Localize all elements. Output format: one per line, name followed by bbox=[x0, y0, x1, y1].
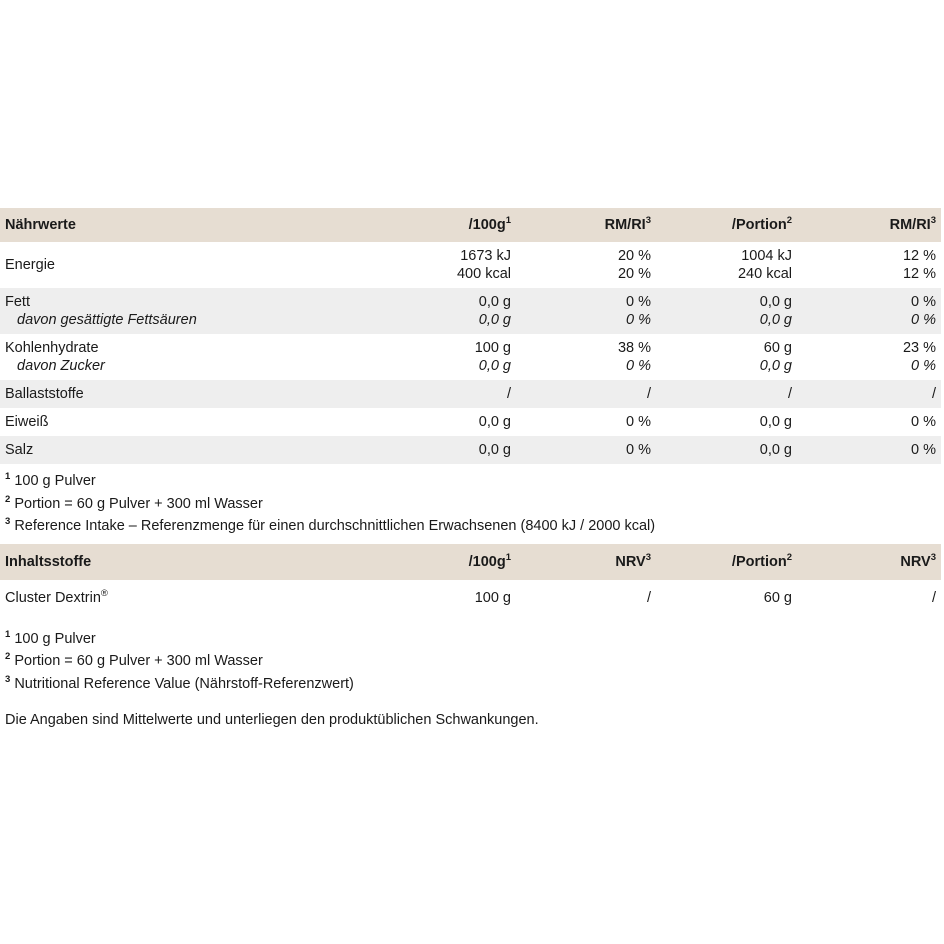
disclaimer: Die Angaben sind Mittelwerte und unterliegen den produktüblichen Schwankungen. bbox=[5, 712, 539, 728]
ingredients-footnotes bbox=[0, 616, 944, 696]
header-per-portion: /Portion$^2$ bbox=[731, 215, 792, 233]
header-per-100g: $/100g^1$ bbox=[468, 551, 511, 570]
footnote: $^2$ Portion = 60 g Pulver + 300 ml Wasser bbox=[5, 493, 263, 512]
footnote: $^1$ 100 g Pulver bbox=[5, 471, 96, 489]
header-nrv-100g: NRV$^3$ bbox=[615, 551, 651, 570]
footnote: $^1$ 100 g Pulver bbox=[5, 628, 96, 647]
nutrition-facts-document bbox=[0, 208, 944, 728]
header-nrv-portion: NRV$^3$ bbox=[900, 551, 936, 570]
header-rm-ri-portion: $RM/RI^3$ bbox=[889, 215, 936, 233]
nutrition-table bbox=[0, 208, 941, 464]
ingredients-table bbox=[0, 544, 941, 616]
table-row: Ballaststoffe / / / / bbox=[0, 380, 941, 408]
table-row: Kohlenhydrate davon Zucker 100 g 0,0 g 38 % 0 % 60 g 0,0 g 23 % 0 % bbox=[5, 340, 936, 374]
table-row: Fett davon gesättigte Fettsäuren 0,0 g 0,0 g 0 % 0 % 0,0 g 0,0 g 0 % 0 % bbox=[0, 288, 941, 334]
table-row: Eiweiß 0,0 g 0 % 0,0 g 0 % bbox=[5, 414, 936, 430]
header-rm-ri-100g: $RM/RI^3$ bbox=[604, 215, 651, 233]
header-per-portion: /Portion$^2$ bbox=[731, 551, 792, 570]
footnote: $^3$ Reference Intake – Referenzmenge für einen durchschnittlichen Erwachsenen (8400 kJ / 2000 kcal) bbox=[5, 516, 656, 534]
header-inhaltsstoffe: Inhaltsstoffe bbox=[5, 553, 92, 570]
ingredients-table-header bbox=[0, 544, 941, 580]
header-per-100g: $/100g^1$ bbox=[468, 215, 511, 233]
footnote: $^3$ Nutritional Reference Value (Nährstoff-Referenzwert) bbox=[5, 673, 354, 692]
table-row: Energie 1673 kJ 400 kcal 20 % 20 % 1004 kJ 240 kcal 12 % 12 % bbox=[5, 248, 936, 282]
table-row: Salz 0,0 g 0 % 0,0 g 0 % bbox=[0, 436, 941, 464]
footnote: $^2$ Portion = 60 g Pulver + 300 ml Wasser bbox=[5, 651, 263, 669]
nutrition-table-header bbox=[0, 208, 941, 242]
table-row: Cluster Dextrin® 100 g / 60 g / bbox=[5, 587, 936, 606]
header-naehrwerte: Nährwerte bbox=[5, 217, 76, 233]
nutrition-footnotes bbox=[0, 464, 944, 538]
